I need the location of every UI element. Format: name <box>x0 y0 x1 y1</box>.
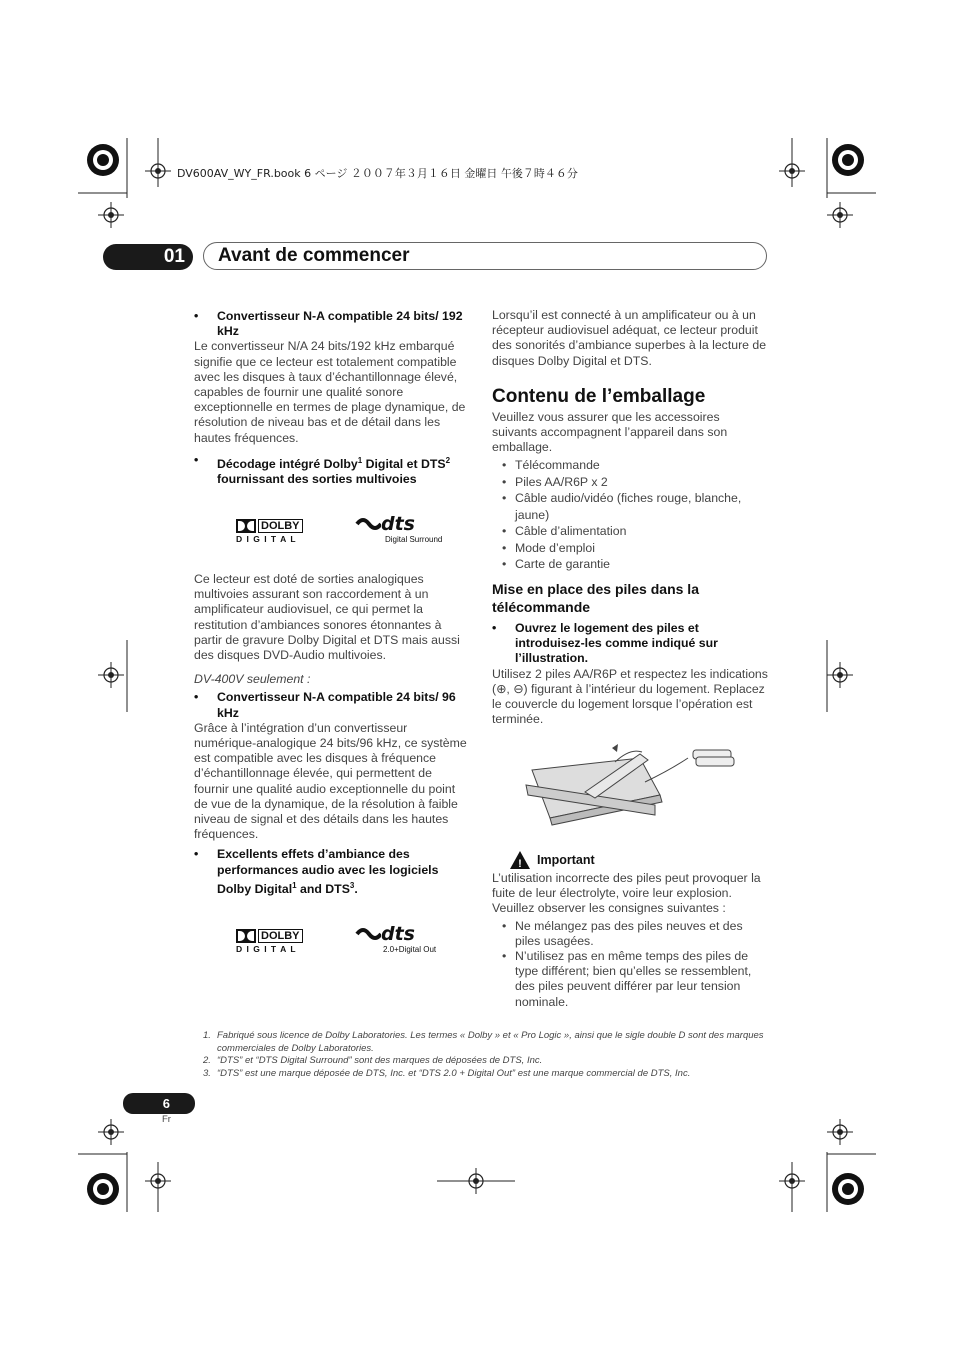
model-note: DV-400V seulement : <box>194 672 311 687</box>
feature-heading: • Convertisseur N-A compatible 24 bits/ 192 kHz <box>194 309 470 339</box>
double-d-icon <box>236 519 256 533</box>
footnotes <box>203 1030 778 1080</box>
list-item: • Carte de garantie <box>492 556 768 573</box>
list-item: • Mode d’emploi <box>492 540 768 557</box>
dts-wave-icon <box>355 926 381 942</box>
dts-digital-out-logo: dts 2.0+Digital Out <box>355 923 445 954</box>
step-heading: • Ouvrez le logement des piles et introduisez-les comme indiqué sur l’illustration. <box>492 621 768 667</box>
section-body: Veuillez vous assurer que les accessoires suivants accompagnent l’appareil dans son emballage. <box>492 409 728 455</box>
page-language: Fr <box>162 1114 171 1125</box>
dts-digital-surround-logo: dts Digital Surround <box>355 513 445 544</box>
section-heading: Contenu de l’emballage <box>492 385 706 407</box>
list-item: • Télécommande <box>492 457 768 474</box>
multichannel-paragraph: Ce lecteur est doté de sorties analogiques multivoies assurant son raccordement à un amplificateur audiovisuel, ce qui permet la restitution d’ambiances sonores étonnantes à partir de gravure Dolby Digital et DTS mais aussi des disques DVD-Audio multivoies. <box>194 572 460 663</box>
remote-battery-illustration <box>520 740 740 835</box>
left-column <box>194 309 470 487</box>
page-number: 6 <box>123 1093 195 1114</box>
feature-heading: • Convertisseur N-A compatible 24 bits/ 96 kHz <box>194 690 470 720</box>
svg-text:!: ! <box>518 858 522 870</box>
dolby-digital-logo: DOLBY D I G I T A L <box>236 519 316 544</box>
left-column-2 <box>194 572 470 897</box>
chapter-number: 01 <box>103 244 193 270</box>
feature-body: Grâce à l’intégration d’un convertisseur numérique-analogique 24 bits/96 kHz, ce système est compatible avec les disques à fréquence d’échantillonnage élevée, qui permettent de fournir une qualité audio exceptionnelle du point de vue de la dynamique, de la résolution à faible niveau de signal et des détails dans les hautes fréquences. <box>194 720 467 842</box>
chapter-title: Avant de commencer <box>218 245 410 266</box>
important-box <box>492 850 768 1010</box>
right-column <box>492 308 768 727</box>
intro-paragraph: Lorsqu’il est connecté à un amplificateur ou à un récepteur audiovisuel adéquat, ce lecteur produit des sonorités d’ambiance superbes à la lecture de disques Dolby Digital et DTS. <box>492 308 767 368</box>
list-item: • Piles AA/R6P x 2 <box>492 474 768 491</box>
chapter-title-box <box>203 242 767 270</box>
footnote: 2. “DTS” et “DTS Digital Surround” sont des marques de déposées de DTS, Inc. <box>203 1055 543 1066</box>
important-body: L’utilisation incorrecte des piles peut provoquer la fuite de leur électrolyte, voire leur explosion. Veuillez observer les consignes suivantes : <box>492 871 761 916</box>
feature-heading: • Décodage intégré Dolby$^1$ Digital et DTS$^2$ fournissant des sorties multivoies <box>194 453 470 488</box>
list-item: • Câble d’alimentation <box>492 523 768 540</box>
list-item: • N’utilisez pas en même temps des piles de type différent; bien qu’elles se ressemblent, des piles peuvent différer par leur tension nominale. <box>492 949 768 1010</box>
dts-wave-icon <box>355 516 381 532</box>
double-d-icon <box>236 929 256 943</box>
important-label: Important <box>537 853 595 867</box>
feature-body: Le convertisseur N/A 24 bits/192 kHz embarqué signifie que ce lecteur est totalement compatible avec les disques à taux d’échantillonnage élevé, capables de fournir une qualité sonore exceptionnelle en termes de plage dynamique, de résolution de niveau bas et de détail dans les hautes fréquences. <box>194 339 466 445</box>
dolby-digital-logo: DOLBY D I G I T A L <box>236 929 316 954</box>
warning-icon <box>509 850 531 870</box>
feature-heading: • Excellents effets d’ambiance des performances audio avec les logiciels Dolby Digital$^1$ and DTS$^3$. <box>194 847 470 897</box>
footnote: 3. “DTS” est une marque déposée de DTS, Inc. et “DTS 2.0 + Digital Out” est une marque commercial de DTS, Inc. <box>203 1067 691 1079</box>
file-header: DV600AV_WY_FR.book 6 ページ ２００７年３月１６日 金曜日 午後７時４６分 <box>177 167 578 180</box>
list-item: • Câble audio/vidéo (fiches rouge, blanche, jaune) <box>492 490 768 523</box>
subsection-heading: Mise en place des piles dans la télécommande <box>492 580 699 615</box>
list-item: • Ne mélangez pas des piles neuves et des piles usagées. <box>492 919 768 949</box>
footnote: 1. Fabriqué sous licence de Dolby Laboratories. Les termes « Dolby » et « Pro Logic », ainsi que le sigle double D sont des marques commerciales de Dolby Laboratories. <box>203 1030 764 1054</box>
step-body: Utilisez 2 piles AA/R6P et respectez les indications (⊕, ⊖) figurant à l’intérieur du logement. Replacez le couvercle du logement lorsque l’opération est terminée. <box>492 666 768 727</box>
